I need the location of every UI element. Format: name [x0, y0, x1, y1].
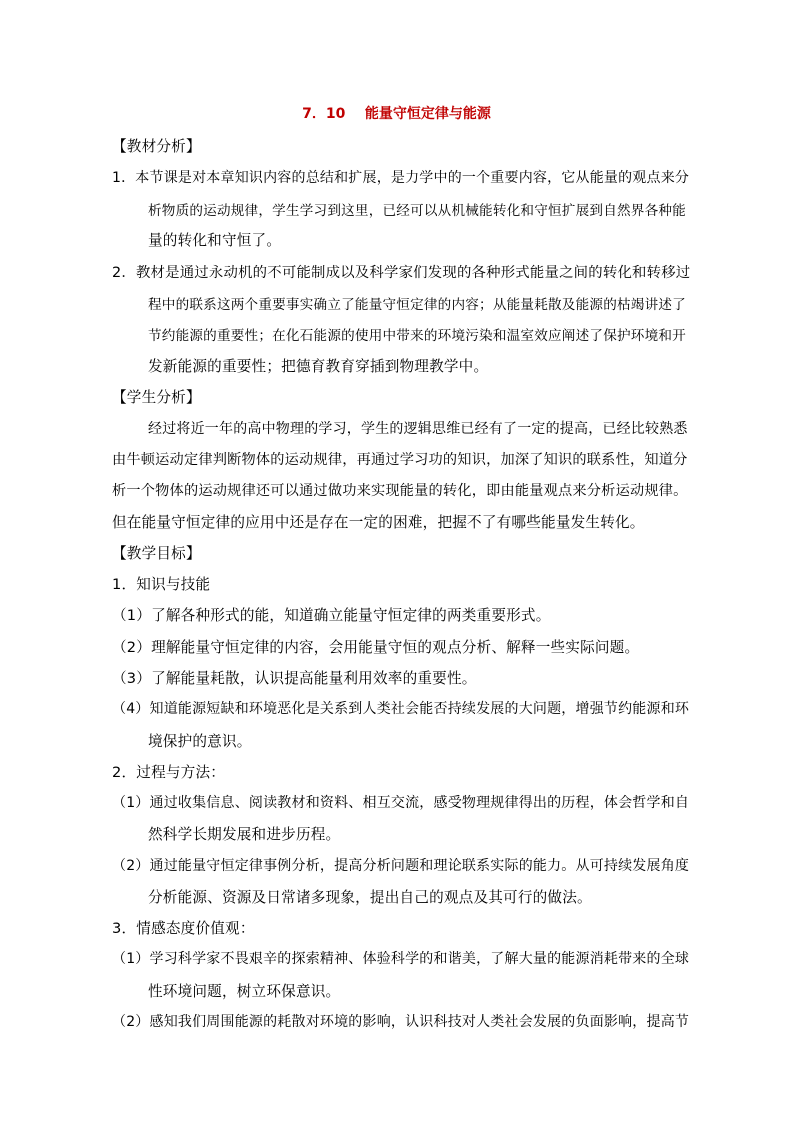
subheading-knowledge-skills: 1．知识与技能: [112, 576, 211, 593]
list-item-continuation: 然科学长期发展和进步历程。: [148, 826, 341, 843]
document-title: 7．10 能量守恒定律与能源: [302, 106, 491, 122]
paragraph-line: 发新能源的重要性；把德育教育穿插到物理教学中。: [148, 358, 489, 375]
paragraph-line: 经过将近一年的高中物理的学习，学生的逻辑思维已经有了一定的提高，已经比较熟悉: [148, 421, 688, 437]
list-item: （4）知道能源短缺和环境恶化是关系到人类社会能否持续发展的大问题，增强节约能源和环: [112, 701, 690, 717]
list-item: （2）理解能量守恒定律的内容，会用能量守恒的观点分析、解释一些实际问题。: [112, 639, 640, 656]
heading-textbook-analysis: 【教材分析】: [112, 138, 201, 155]
subheading-emotion-values: 3．情感态度价值观：: [112, 920, 255, 937]
list-item: （1）学习科学家不畏艰辛的探索精神、体验科学的和谐美，了解大量的能源消耗带来的全球: [112, 951, 690, 967]
list-item-continuation: 性环境问题，树立环保意识。: [148, 983, 341, 1000]
paragraph-line: 程中的联系这两个重要事实确立了能量守恒定律的内容；从能量耗散及能源的枯竭讲述了: [148, 297, 686, 313]
list-item: （1）了解各种形式的能，知道确立能量守恒定律的两类重要形式。: [112, 607, 551, 624]
paragraph-line: 析物质的运动规律，学生学习到这里，已经可以从机械能转化和守恒扩展到自然界各种能: [148, 203, 686, 219]
list-item-continuation: 分析能源、资源及日常诸多现象，提出自己的观点及其可行的做法。: [148, 889, 592, 906]
heading-teaching-objectives: 【教学目标】: [112, 545, 201, 562]
heading-student-analysis: 【学生分析】: [112, 389, 201, 406]
paragraph-line: 量的转化和守恒了。: [148, 232, 282, 249]
paragraph-line: 1．本节课是对本章知识内容的总结和扩展，是力学中的一个重要内容，它从能量的观点来分: [112, 170, 690, 186]
paragraph-line: 析一个物体的运动规律还可以通过做功来实现能量的转化，即由能量观点来分析运动规律。: [112, 483, 688, 499]
list-item: （2）感知我们周围能源的耗散对环境的影响，认识科技对人类社会发展的负面影响，提高节: [112, 1014, 690, 1030]
list-item: （1）通过收集信息、阅读教材和资料、相互交流，感受物理规律得出的历程，体会哲学和自: [112, 795, 690, 811]
list-item-continuation: 境保护的意识。: [148, 733, 252, 750]
subheading-process-method: 2．过程与方法：: [112, 764, 226, 781]
paragraph-line: 2．教材是通过永动机的不可能制成以及科学家们发现的各种形式能量之间的转化和转移过: [112, 265, 691, 281]
paragraph-line: 由牛顿运动定律判断物体的运动规律，再通过学习功的知识，加深了知识的联系性，知道分: [112, 452, 688, 468]
paragraph-line: 但在能量守恒定律的应用中还是存在一定的困难，把握不了有哪些能量发生转化。: [112, 514, 645, 531]
list-item: （2）通过能量守恒定律事例分析，提高分析问题和理论联系实际的能力。从可持续发展角度: [112, 858, 690, 874]
paragraph-line: 节约能源的重要性；在化石能源的使用中带来的环境污染和温室效应阐述了保护环境和开: [148, 328, 686, 344]
list-item: （3）了解能量耗散，认识提高能量利用效率的重要性。: [112, 670, 477, 687]
